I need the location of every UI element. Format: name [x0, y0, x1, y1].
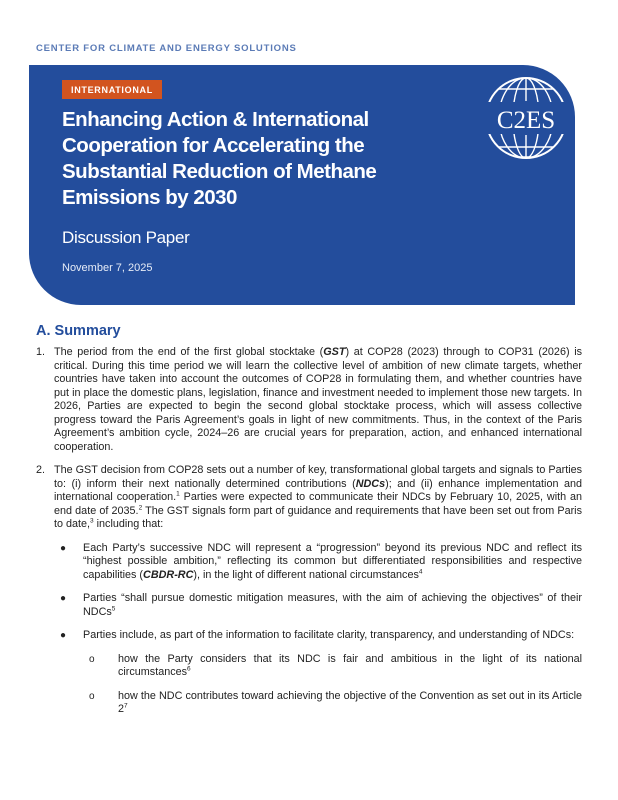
category-tag: INTERNATIONAL: [62, 80, 162, 99]
footnote-ref[interactable]: 6: [187, 665, 191, 673]
footnote-ref[interactable]: 5: [111, 604, 116, 612]
bullet-icon: ●: [60, 542, 67, 554]
document-title: Enhancing Action & International Cooperation for Accelerating the Substantial Reduction of Methane Emissions by 2030: [62, 108, 377, 209]
organization-name: CENTER FOR CLIMATE AND ENERGY SOLUTIONS: [36, 43, 297, 54]
summary-body: [36, 346, 582, 727]
section-heading: A. Summary: [36, 323, 121, 339]
abbreviation: CBDR-RC: [143, 568, 194, 581]
abbreviation: NDCs: [355, 477, 386, 490]
logo-text: C2ES: [496, 107, 556, 134]
c2es-logo: [483, 75, 569, 161]
sub-bullet-item: o how the NDC contributes toward achieving the objective of the Convention as set out in its Article $2^7$: [89, 689, 582, 715]
document-subtitle: Discussion Paper: [62, 228, 190, 247]
sub-bullet-item: o how the Party considers that its NDC is fair and ambitious in the light of its national circumstances$^6$: [89, 652, 582, 678]
publication-date: November 7, 2025: [62, 262, 153, 274]
bullet-icon: ●: [60, 593, 67, 604]
footnote-ref[interactable]: 1: [176, 490, 180, 498]
footnote-ref[interactable]: 7: [124, 702, 128, 710]
footnote-ref[interactable]: 3: [90, 517, 94, 525]
bullet-icon: ●: [60, 630, 67, 641]
bullet-item: ● Parties include, as part of the information to facilitate clarity, transparency, and understanding of NDCs: o how the Party considers that its NDC is fair and ambitious in the light of its national circumstances$^6$ o how the NDC contributes toward achieving the objective of the Convention as set out in its Article $2^7$: [60, 629, 582, 715]
list-item: 1. The period from the end of the first global stocktake (GST) at COP28 (2023) through to COP31 (2026) is critical. During this time period we will learn the collective level of ambition of new climate targets, whether countries have taken into account the outcomes of COP28 in formulating them, and whether countries have put in place the domestic plans, legislation, finance and investment needed to implement those new targets. In 2026, Parties are expected to begin the second global stocktake process, which will assess collective progress toward the Paris Agreement’s goals in light of new commitments. Thus, in the context of the Paris Agreement’s ambition cycle, 2024–26 are crucial years for preparation, action, and enhanced international cooperation.: [36, 346, 582, 453]
footnote-ref[interactable]: 4: [418, 567, 423, 575]
circle-bullet-icon: o: [89, 690, 95, 702]
title-banner: [29, 65, 575, 305]
footnote-ref[interactable]: 2: [138, 503, 143, 511]
list-item: 2. The GST decision from COP28 sets out a number of key, transformational global targets and signals to Parties to: (i) inform their next nationally determined contributions (NDCs); and (ii) enhance implementation and international cooperation.$^1$ Parties were expected to communicate their NDCs by February 10, 2025, with an end date of 2035.$^2$ The GST signals form part of guidance and requirements that have been set out from Paris to date,$^3$ including that: ● Each Party’s successive NDC will represent a “progression” beyond its previous NDC and reflect its “highest possible ambition,” reflecting its common but differentiated responsibilities and respective capabilities (CBDR-RC), in the light of different national circumstances$^4$ ● Parties “shall pursue domestic mitigation measures, with the aim of achieving the objectives” of their NDCs$^5$ ● Parties include, as part of the information to facilitate clarity, transparency, and understanding of NDCs: o how the Party considers that its NDC is fair and ambitious in the light of its national circumstances$^6$ o how the NDC contributes toward achieving the objective of the Convention as set out in its Article $2^7$: [36, 464, 582, 715]
bullet-item: ● Each Party’s successive NDC will represent a “progression” beyond its previous NDC and reflect its “highest possible ambition,” reflecting its common but differentiated responsibilities and respective capabilities (CBDR-RC), in the light of different national circumstances$^4$: [60, 541, 582, 581]
bullet-item: ● Parties “shall pursue domestic mitigation measures, with the aim of achieving the objectives” of their NDCs$^5$: [60, 592, 582, 618]
circle-bullet-icon: o: [89, 653, 95, 665]
abbreviation: GST: [323, 346, 346, 358]
